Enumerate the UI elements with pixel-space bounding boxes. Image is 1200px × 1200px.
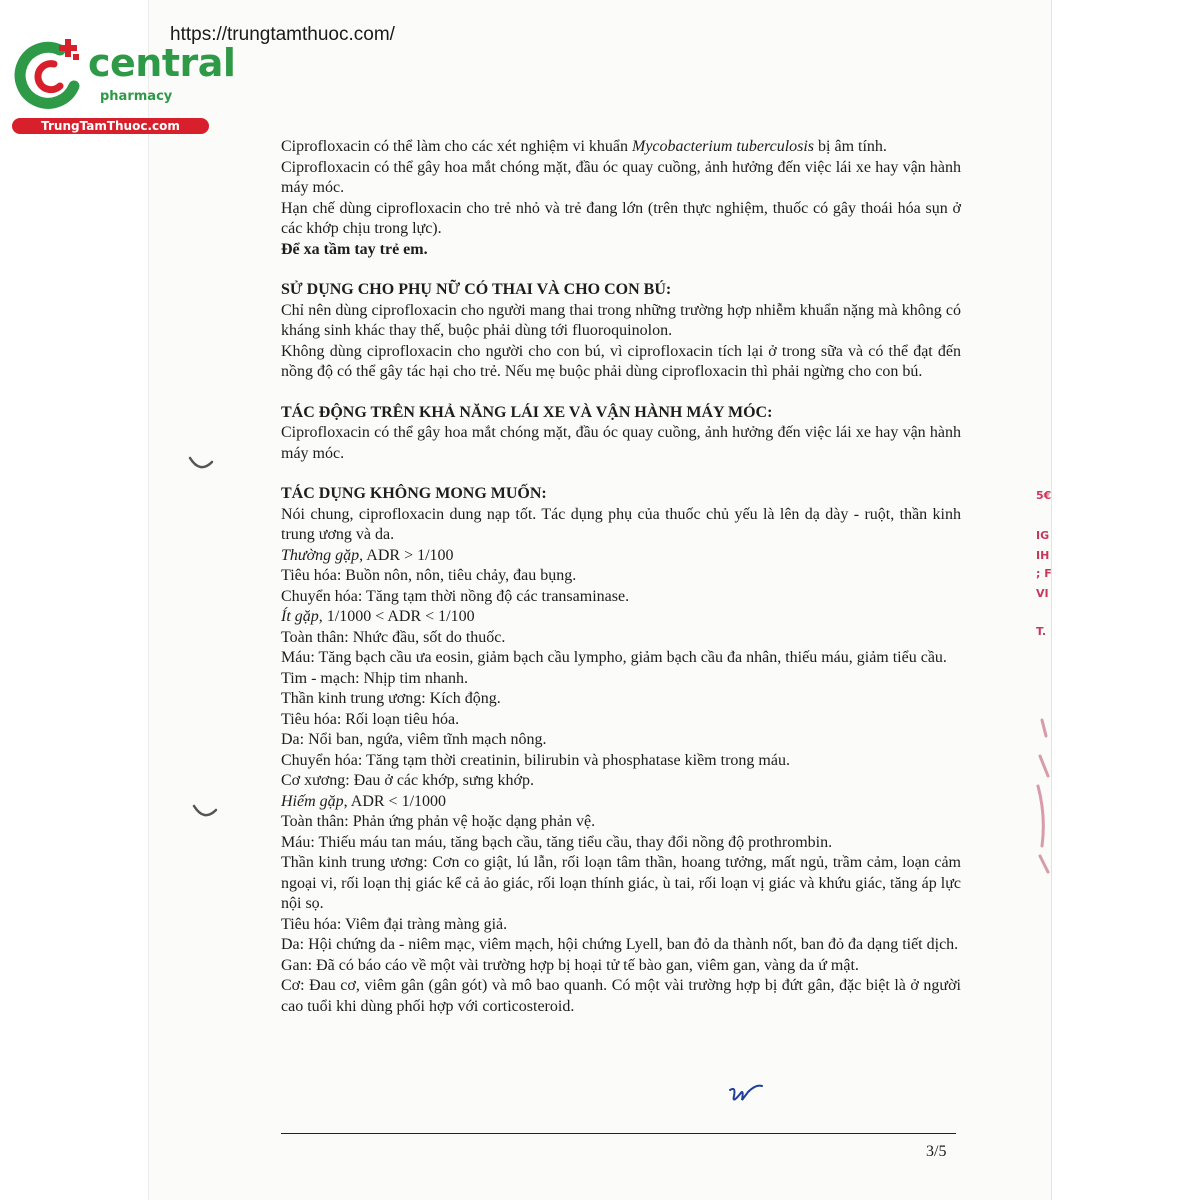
list-item: Thần kinh trung ương: Kích động. — [281, 690, 501, 707]
list-item: Tim - mạch: Nhịp tim nhanh. — [281, 669, 468, 687]
page-number: 3/5 — [926, 1143, 947, 1160]
frequency-label: Thường gặp, ADR > 1/100 — [281, 546, 454, 564]
paragraph: Không dùng ciprofloxacin cho người cho con bú, vì ciprofloxacin tích lại ở trong sữa và có thể đạt đến nồng độ có thể gây tác hại cho trẻ. Nếu mẹ buộc phải dùng ciprofloxacin thì phải ngừng cho con bú. — [281, 342, 961, 380]
list-item: Cơ xương: Đau ở các khớp, sưng khớp. — [281, 772, 534, 789]
logo-brand-text: central — [88, 41, 236, 85]
list-item: Chuyển hóa: Tăng tạm thời nồng độ các transaminase. — [281, 587, 630, 605]
stamp-fragment-icon: 5€ — [1036, 489, 1052, 502]
logo-banner[interactable]: TrungTamThuoc.com — [12, 118, 209, 134]
section-heading-driving: TÁC ĐỘNG TRÊN KHẢ NĂNG LÁI XE VÀ VẬN HÀNH MÁY MÓC: — [281, 403, 773, 421]
paragraph: Hạn chế dùng ciprofloxacin cho trẻ nhỏ và trẻ đang lớn (trên thực nghiệm, thuốc có gây thoái hóa sụn ở các khớp chịu trong lực). — [281, 199, 961, 237]
stamp-fragment-icon: T. — [1036, 625, 1047, 638]
stamp-fragment-icon: IH — [1036, 549, 1050, 562]
list-item: Máu: Tăng bạch cầu ưa eosin, giảm bạch cầu lympho, giảm bạch cầu đa nhân, thiếu máu, giảm tiểu cầu. — [281, 649, 947, 666]
list-item: Toàn thân: Phản ứng phản vệ hoặc dạng phản vệ. — [281, 813, 596, 830]
list-item: Thần kinh trung ương: Cơn co giật, lú lẫn, rối loạn tâm thần, hoang tưởng, mất ngủ, trầm cảm, loạn cảm ngoại vi, rối loạn thị giác kể cả ảo giác, rối loạn thính giác, ù tai, rối loạn vị giác và khứu giác, tăng áp lực nội sọ. — [281, 854, 961, 912]
frequency-label: Ít gặp, 1/1000 < ADR < 1/100 — [281, 608, 475, 625]
section-heading-pregnancy: SỬ DỤNG CHO PHỤ NỮ CÓ THAI VÀ CHO CON BÚ: — [281, 281, 672, 298]
paragraph: Ciprofloxacin có thể làm cho các xét nghiệm vi khuẩn Mycobacterium tuberculosis bị âm tính. — [281, 138, 887, 155]
list-item: Tiêu hóa: Viêm đại tràng màng giả. — [281, 915, 508, 933]
stamp-smudge-icon — [1034, 716, 1054, 876]
paragraph: Ciprofloxacin có thể gây hoa mắt chóng mặt, đầu óc quay cuồng, ảnh hưởng đến việc lái xe hay vận hành máy móc. — [281, 424, 961, 462]
list-item: Gan: Đã có báo cáo về một vài trường hợp bị hoại tử tế bào gan, viêm gan, vàng da ứ mật. — [281, 956, 859, 974]
paragraph: Ciprofloxacin có thể gây hoa mắt chóng mặt, đầu óc quay cuồng, ảnh hưởng đến việc lái xe hay vận hành máy móc. — [281, 158, 961, 196]
binder-hole-icon — [190, 800, 220, 824]
document-body — [281, 137, 961, 1017]
list-item: Cơ: Đau cơ, viêm gân (gân gót) và mô bao quanh. Có một vài trường hợp bị đứt gân, đặc biệt là ở người cao tuổi khi dùng phối hợp với corticosteroid. — [281, 977, 961, 1015]
signature-initials-icon — [726, 1082, 766, 1110]
logo-subtitle: pharmacy — [100, 89, 173, 104]
paragraph: Chỉ nên dùng ciprofloxacin cho người mang thai trong những trường hợp nhiễm khuẩn nặng mà không có kháng sinh khác thay thế, buộc phải dùng tới fluoroquinolon. — [281, 301, 961, 339]
footer-divider — [281, 1133, 956, 1134]
list-item: Toàn thân: Nhức đầu, sốt do thuốc. — [281, 628, 506, 646]
stamp-fragment-icon: IG — [1036, 529, 1050, 542]
frequency-label: Hiếm gặp, ADR < 1/1000 — [281, 792, 447, 810]
binder-hole-icon — [186, 452, 216, 476]
site-url-link[interactable]: https://trungtamthuoc.com/ — [170, 24, 395, 45]
list-item: Tiêu hóa: Rối loạn tiêu hóa. — [281, 710, 460, 728]
stamp-fragment-icon: VI — [1036, 587, 1049, 600]
list-item: Da: Hội chứng da - niêm mạc, viêm mạch, hội chứng Lyell, ban đỏ da thành nốt, ban đỏ đa dạng tiết dịch. — [281, 936, 959, 953]
list-item: Chuyển hóa: Tăng tạm thời creatinin, bilirubin và phosphatase kiềm trong máu. — [281, 751, 790, 769]
stamp-fragment-icon: ; F — [1036, 567, 1052, 580]
section-heading-adverse-effects: TÁC DỤNG KHÔNG MONG MUỐN: — [281, 485, 547, 502]
warning-text: Để xa tầm tay trẻ em. — [281, 240, 428, 258]
paragraph: Nói chung, ciprofloxacin dung nạp tốt. Tác dụng phụ của thuốc chủ yếu là lên dạ dày - ruột, thần kinh trung ương và da. — [281, 505, 961, 543]
list-item: Máu: Thiếu máu tan máu, tăng bạch cầu, tăng tiểu cầu, thay đổi nồng độ prothrombin. — [281, 833, 833, 851]
list-item: Tiêu hóa: Buồn nôn, nôn, tiêu chảy, đau bụng. — [281, 567, 577, 584]
list-item: Da: Nổi ban, ngứa, viêm tĩnh mạch nông. — [281, 731, 547, 748]
pharmacy-cross-logo-icon — [10, 36, 90, 116]
